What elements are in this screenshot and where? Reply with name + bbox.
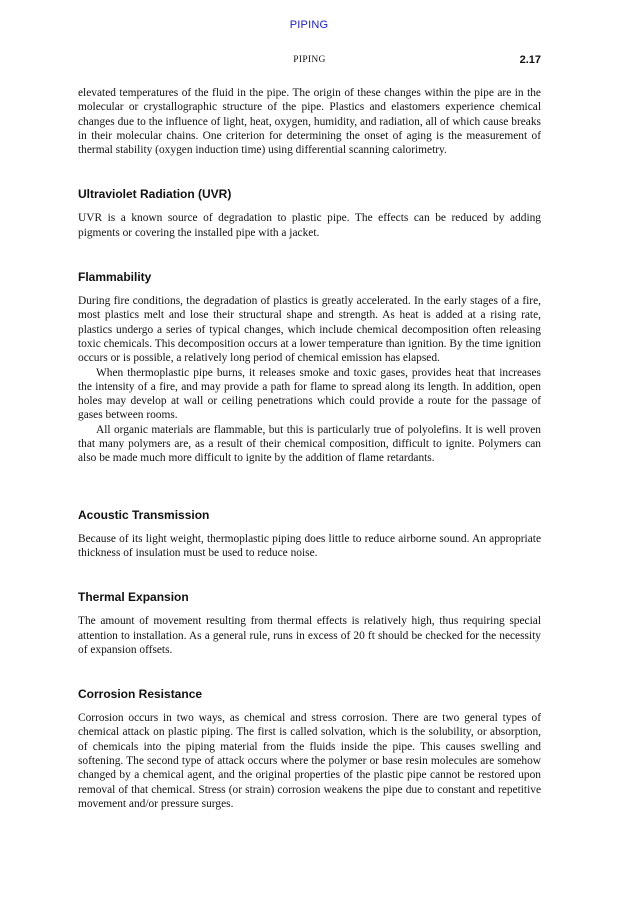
running-title: PIPING	[293, 55, 326, 65]
page-body	[78, 86, 541, 811]
section-heading-corrosion: Corrosion Resistance	[78, 687, 203, 702]
thermal-expansion-paragraph: The amount of movement resulting from thermal effects is relatively high, thus requiring special attention to installation. As a general rule, runs in excess of 20 ft should be checked for the necessity of expansion offsets.	[78, 615, 541, 656]
acoustic-paragraph: Because of its light weight, thermoplastic piping does little to reduce airborne sound. An appropriate thickness of insulation must be used to reduce noise.	[78, 532, 541, 559]
running-header	[78, 55, 541, 69]
top-nav-link[interactable]: PIPING	[289, 19, 329, 31]
flammability-paragraph-3: All organic materials are flammable, but this is particularly true of polyolefins. It is well proven that many polymers are, as a result of their chemical composition, difficult to ignite. Polymers can also be made much more difficult to ignite by the addition of flame retardants.	[78, 423, 541, 465]
corrosion-paragraph: Corrosion occurs in two ways, as chemical and stress corrosion. There are two general types of chemical attack on plastic piping. The first is called solvation, which is the solubility, or absorption, of chemicals into the piping material from the fluids inside the pipe. This causes swelling and softening. The second type of attack occurs where the polymer or base resin molecules are somehow changed by a chemical agent, and the original properties of the plastic pipe cannot be restored upon removal of that chemical. Stress (or strain) corrosion weakens the pipe due to constant and repetitive movement and/or pressure surges.	[78, 712, 541, 810]
page-number: 2.17	[519, 54, 541, 66]
flammability-paragraph-1: During fire conditions, the degradation of plastics is greatly accelerated. In the early stages of a fire, most plastics melt and lose their structural shape and strength. As heat is added at a rising rate, plastics undergo a series of typical changes, which include chemical decomposition often releasing toxic chemicals. This decomposition occurs at a lower temperature than ignition. By the time ignition occurs or is possible, a relatively long period of chemical emission has elapsed.	[78, 295, 541, 365]
section-heading-acoustic: Acoustic Transmission	[78, 507, 210, 522]
flammability-paragraph-2: When thermoplastic pipe burns, it releases smoke and toxic gases, provides heat that increases the intensity of a fire, and may provide a path for flame to spread along its length. In addition, open holes may develop at wall or ceiling penetrations which could provide a route for the passage of gases between rooms.	[78, 366, 541, 422]
section-heading-thermal-expansion: Thermal Expansion	[78, 590, 189, 605]
intro-paragraph: elevated temperatures of the fluid in the pipe. The origin of these changes within the pipe are in the molecular or crystallographic structure of the pipe. Plastics and elastomers experience chemical changes due to the influence of light, heat, oxygen, humidity, and radiation, all of which cause breaks in their molecular chains. One criterion for determining the onset of aging is the measurement of thermal stability (oxygen induction time) using differential scanning calorimetry.	[78, 87, 541, 157]
section-heading-flammability: Flammability	[78, 270, 152, 285]
uvr-paragraph: UVR is a known source of degradation to plastic pipe. The effects can be reduced by adding pigments or covering the installed pipe with a jacket.	[78, 212, 541, 239]
section-heading-uvr: Ultraviolet Radiation (UVR)	[78, 187, 232, 202]
